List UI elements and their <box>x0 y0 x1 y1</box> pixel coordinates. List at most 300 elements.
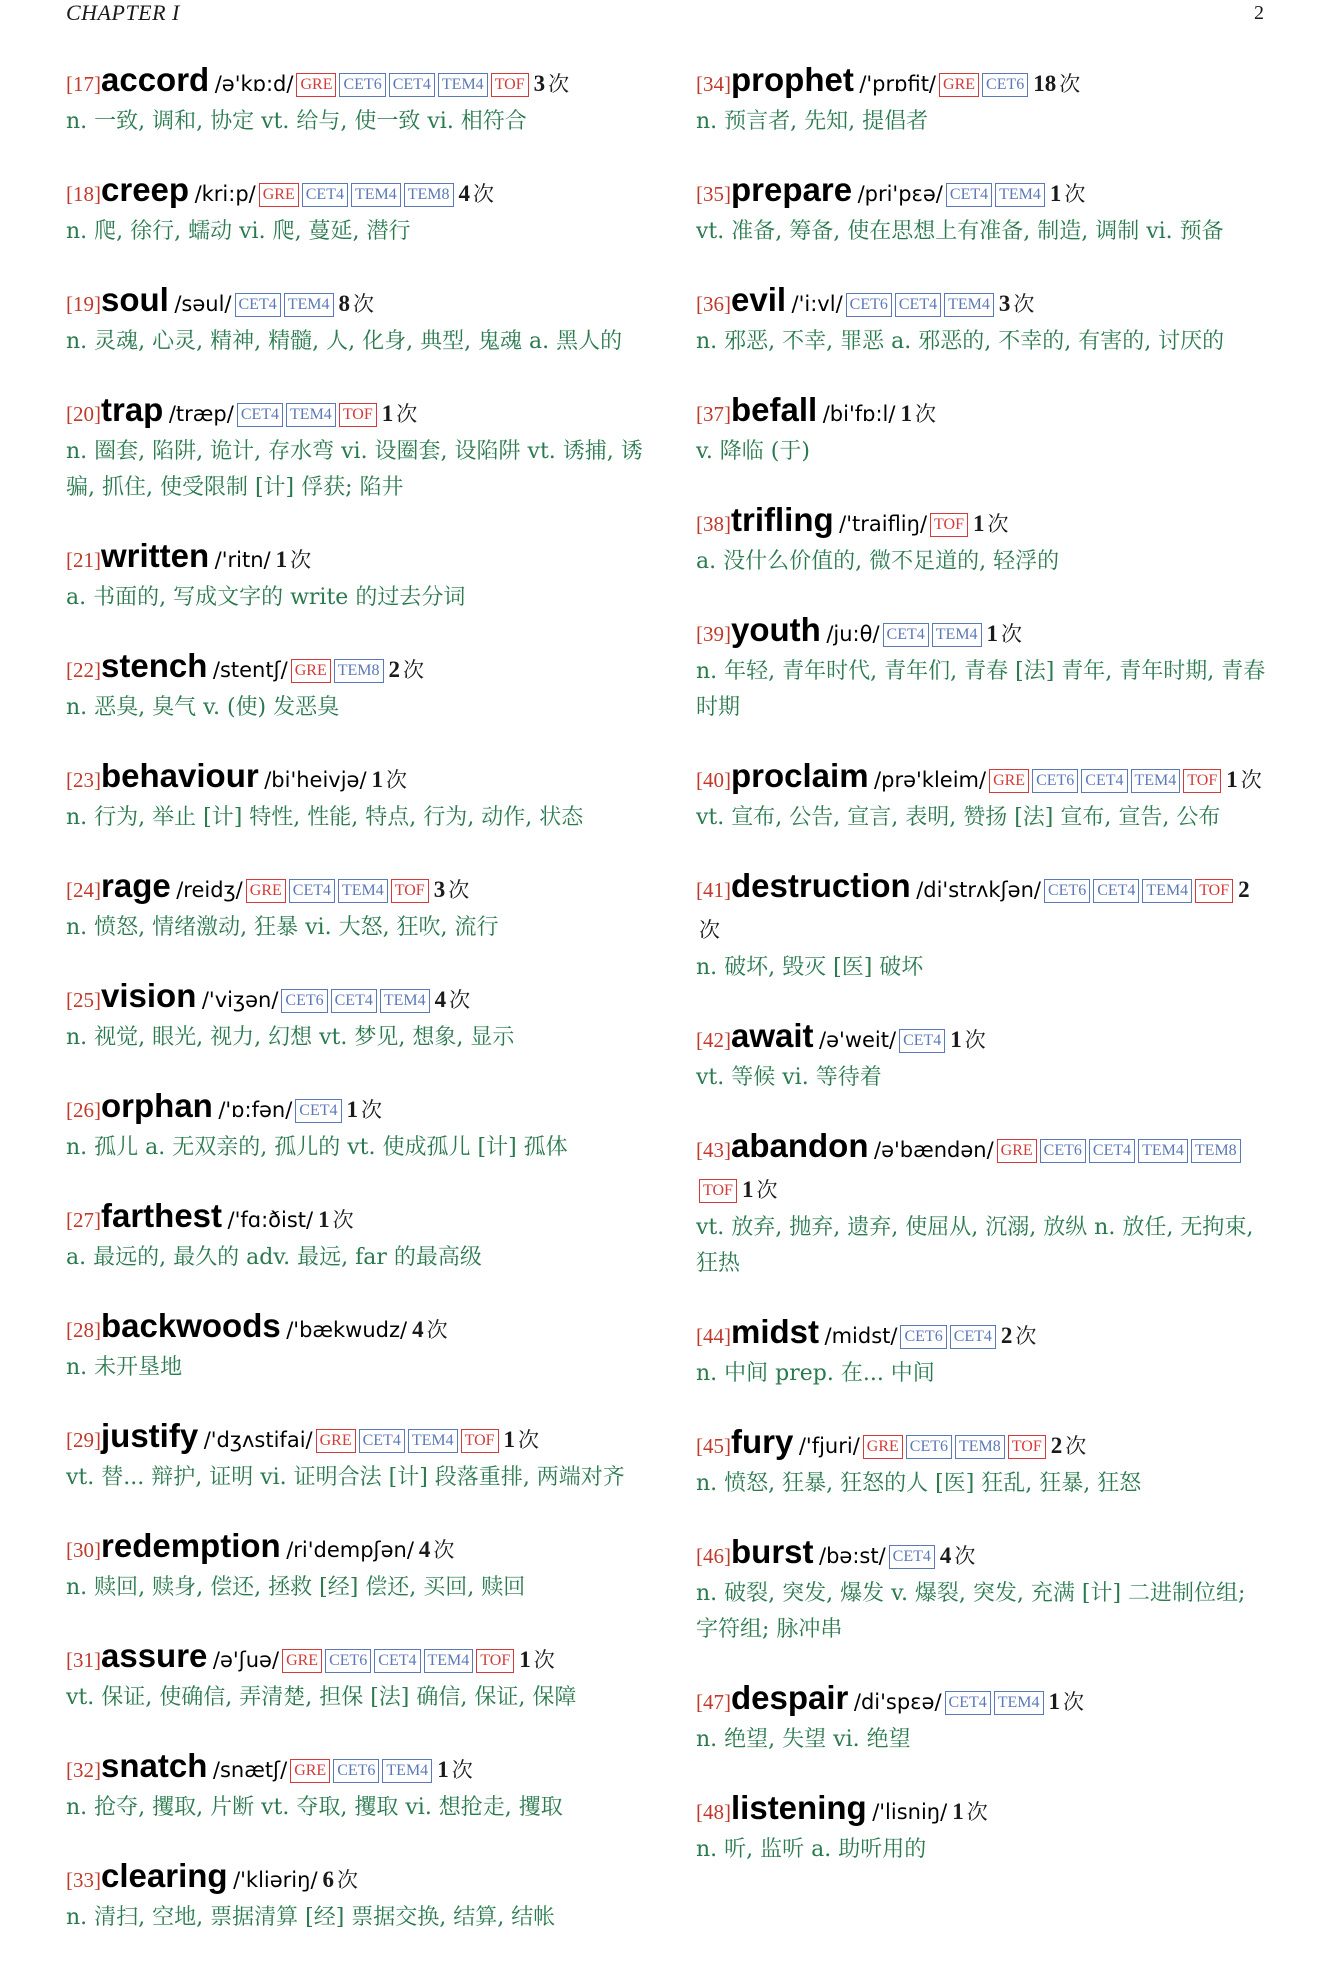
entry-number: [35] <box>696 182 731 206</box>
exam-tag: TEM4 <box>932 623 982 647</box>
definition: v. 降临 (于) <box>696 439 810 464</box>
vocab-entry <box>66 280 646 360</box>
frequency-unit: 次 <box>1064 182 1086 206</box>
exam-tag: GRE <box>997 1139 1037 1163</box>
definition: a. 书面的, 写成文字的 write 的过去分词 <box>66 585 466 610</box>
exam-tag: GRE <box>259 183 299 207</box>
frequency-count: 2 <box>388 657 400 682</box>
headword: justify <box>101 1417 199 1454</box>
exam-tag: CET6 <box>333 1759 379 1783</box>
exam-tag: TEM4 <box>338 879 388 903</box>
frequency-count: 18 <box>1033 71 1057 96</box>
exam-tag: TOF <box>1195 879 1233 903</box>
frequency-count: 4 <box>458 181 471 206</box>
phonetic: /reidʒ/ <box>176 878 243 902</box>
headword: farthest <box>101 1197 223 1234</box>
exam-tag: TEM4 <box>408 1429 458 1453</box>
phonetic: /'fɑ:ðist/ <box>227 1208 314 1232</box>
frequency-unit: 次 <box>451 1758 473 1782</box>
definition: vt. 等候 vi. 等待着 <box>696 1065 882 1090</box>
entry-number: [20] <box>66 402 101 426</box>
page-number: 2 <box>1254 2 1264 24</box>
vocab-entry <box>696 60 1272 140</box>
definition: n. 年轻, 青年时代, 青年们, 青春 [法] 青年, 青年时期, 青春时期 <box>696 659 1266 720</box>
headword: evil <box>731 281 787 318</box>
phonetic: /di'spɛə/ <box>853 1690 942 1714</box>
exam-tag: CET4 <box>1081 769 1127 793</box>
headword: creep <box>101 171 190 208</box>
entry-number: [36] <box>696 292 731 316</box>
headword: prepare <box>731 171 853 208</box>
frequency-unit: 次 <box>473 182 495 206</box>
phonetic: /'ritn/ <box>214 548 271 572</box>
frequency-count: 3 <box>433 877 446 902</box>
frequency-unit: 次 <box>518 1428 540 1452</box>
phonetic: /'ɒ:fən/ <box>218 1098 293 1122</box>
entry-number: [44] <box>696 1324 731 1348</box>
entry-headline <box>696 390 1272 434</box>
frequency-unit: 次 <box>954 1544 976 1568</box>
phonetic: /træp/ <box>168 402 234 426</box>
exam-tag: CET6 <box>982 73 1028 97</box>
definition: n. 灵魂, 心灵, 精神, 精髓, 人, 化身, 典型, 鬼魂 a. 黑人的 <box>66 329 623 354</box>
entry-headline <box>66 1636 646 1680</box>
frequency-count: 1 <box>318 1207 330 1232</box>
frequency-unit: 次 <box>1065 1434 1087 1458</box>
vocab-entry <box>66 756 646 836</box>
vocab-entry <box>66 1526 646 1606</box>
frequency-count: 1 <box>986 621 999 646</box>
frequency-count: 4 <box>418 1537 431 1562</box>
definition: vt. 保证, 使确信, 弄清楚, 担保 [法] 确信, 保证, 保障 <box>66 1685 577 1710</box>
frequency-unit: 次 <box>449 988 471 1012</box>
exam-tag: TOF <box>339 403 377 427</box>
phonetic: /'fjuri/ <box>798 1434 860 1458</box>
exam-tag: GRE <box>863 1435 903 1459</box>
right-column <box>696 60 1272 1898</box>
frequency-count: 1 <box>1226 767 1238 792</box>
headword: snatch <box>101 1747 208 1784</box>
frequency-count: 4 <box>939 1543 952 1568</box>
frequency-count: 2 <box>1000 1323 1013 1348</box>
definition: n. 爬, 徐行, 蠕动 vi. 爬, 蔓延, 潜行 <box>66 219 411 244</box>
entry-number: [31] <box>66 1648 101 1672</box>
entry-number: [29] <box>66 1428 101 1452</box>
exam-tag: TOF <box>699 1179 737 1203</box>
exam-tag: TEM8 <box>1191 1139 1241 1163</box>
headword: despair <box>731 1679 849 1716</box>
exam-tag: TOF <box>1008 1435 1046 1459</box>
definition: n. 绝望, 失望 vi. 绝望 <box>696 1727 911 1752</box>
frequency-count: 1 <box>519 1647 531 1672</box>
entry-number: [18] <box>66 182 101 206</box>
phonetic: /'dʒʌstifai/ <box>203 1428 313 1452</box>
exam-tag: TEM4 <box>944 293 994 317</box>
vocab-entry <box>696 1016 1272 1096</box>
frequency-count: 1 <box>972 511 985 536</box>
exam-tag: TOF <box>391 879 429 903</box>
exam-tag: CET4 <box>302 183 348 207</box>
frequency-count: 1 <box>503 1427 516 1452</box>
exam-tag: TEM4 <box>380 989 430 1013</box>
frequency-unit: 次 <box>1240 768 1262 792</box>
entry-number: [37] <box>696 402 731 426</box>
headword: accord <box>101 61 210 98</box>
headword: trifling <box>731 501 834 538</box>
frequency-count: 1 <box>437 1757 449 1782</box>
entry-headline <box>696 280 1272 324</box>
entry-number: [33] <box>66 1868 101 1892</box>
entry-headline <box>66 1086 646 1130</box>
exam-tag: CET4 <box>389 73 435 97</box>
headword: await <box>731 1017 814 1054</box>
exam-tag: TOF <box>461 1429 499 1453</box>
exam-tag: TEM4 <box>995 183 1045 207</box>
phonetic: /midst/ <box>824 1324 898 1348</box>
definition: n. 视觉, 眼光, 视力, 幻想 vt. 梦见, 想象, 显示 <box>66 1025 515 1050</box>
vocab-entry <box>696 1532 1272 1648</box>
headword: destruction <box>731 867 911 904</box>
entry-headline <box>66 1526 646 1570</box>
definition: n. 预言者, 先知, 提倡者 <box>696 109 929 134</box>
vocab-entry <box>66 60 646 140</box>
entry-number: [17] <box>66 72 101 96</box>
vocab-entry <box>696 280 1272 360</box>
frequency-unit: 次 <box>699 918 720 942</box>
frequency-unit: 次 <box>353 292 374 316</box>
phonetic: /bə:st/ <box>819 1544 886 1568</box>
exam-tag: TEM4 <box>424 1649 474 1673</box>
frequency-count: 1 <box>952 1799 964 1824</box>
headword: midst <box>731 1313 820 1350</box>
vocab-entry <box>66 646 646 726</box>
phonetic: /'lisniŋ/ <box>872 1800 948 1824</box>
frequency-count: 3 <box>998 291 1011 316</box>
frequency-count: 2 <box>1050 1433 1063 1458</box>
exam-tag: CET4 <box>374 1649 420 1673</box>
frequency-unit: 次 <box>403 658 424 682</box>
vocab-entry <box>66 1306 646 1386</box>
vocab-entry <box>66 976 646 1056</box>
entry-number: [24] <box>66 878 101 902</box>
phonetic: /kri:p/ <box>194 182 256 206</box>
phonetic: /səul/ <box>174 292 232 316</box>
exam-tag: TOF <box>476 1649 514 1673</box>
exam-tag: CET6 <box>1044 879 1090 903</box>
entry-number: [41] <box>696 878 731 902</box>
headword: fury <box>731 1423 794 1460</box>
vocab-entry <box>696 170 1272 250</box>
definition: vt. 准备, 筹备, 使在思想上有准备, 制造, 调制 vi. 预备 <box>696 219 1224 244</box>
vocab-entry <box>66 536 646 616</box>
vocab-entry <box>66 390 646 506</box>
definition: n. 孤儿 a. 无双亲的, 孤儿的 vt. 使成孤儿 [计] 孤体 <box>66 1135 568 1160</box>
definition: vt. 宣布, 公告, 宣言, 表明, 赞扬 [法] 宣布, 宣告, 公布 <box>696 805 1221 830</box>
vocab-entry <box>696 500 1272 580</box>
entry-headline <box>696 1016 1272 1060</box>
entry-number: [43] <box>696 1138 731 1162</box>
exam-tag: CET6 <box>1040 1139 1086 1163</box>
entry-number: [25] <box>66 988 101 1012</box>
headword: stench <box>101 647 208 684</box>
vocab-entry <box>696 756 1272 836</box>
entry-number: [39] <box>696 622 731 646</box>
entry-number: [21] <box>66 548 101 572</box>
exam-tag: CET4 <box>883 623 929 647</box>
phonetic: /bi'fɒ:l/ <box>822 402 896 426</box>
entry-headline <box>66 976 646 1020</box>
vocab-entry <box>696 1788 1272 1868</box>
entry-number: [46] <box>696 1544 731 1568</box>
exam-tag: CET6 <box>1032 769 1078 793</box>
entry-headline <box>66 280 646 324</box>
frequency-unit: 次 <box>987 512 1009 536</box>
frequency-count: 1 <box>741 1177 754 1202</box>
definition: a. 没什么价值的, 微不足道的, 轻浮的 <box>696 549 1060 574</box>
headword: rage <box>101 867 171 904</box>
exam-tag: CET4 <box>331 989 377 1013</box>
exam-tag: TEM4 <box>1131 769 1181 793</box>
definition: n. 赎回, 赎身, 偿还, 拯救 [经] 偿还, 买回, 赎回 <box>66 1575 526 1600</box>
frequency-count: 1 <box>381 401 394 426</box>
phonetic: /'kliəriŋ/ <box>233 1868 318 1892</box>
exam-tag: CET4 <box>945 1691 991 1715</box>
definition: n. 愤怒, 情绪激动, 狂暴 vi. 大怒, 狂吹, 流行 <box>66 915 499 940</box>
entry-headline <box>696 1312 1272 1356</box>
exam-tag: TEM8 <box>955 1435 1005 1459</box>
definition: n. 破坏, 毁灭 [医] 破坏 <box>696 955 924 980</box>
frequency-unit: 次 <box>1001 622 1023 646</box>
exam-tag: CET4 <box>289 879 335 903</box>
frequency-unit: 次 <box>966 1800 988 1824</box>
entry-headline <box>696 866 1272 950</box>
frequency-unit: 次 <box>386 768 408 792</box>
entry-headline <box>696 170 1272 214</box>
headword: befall <box>731 391 818 428</box>
phonetic: /ə'ʃuə/ <box>212 1648 280 1672</box>
definition: n. 行为, 举止 [计] 特性, 性能, 特点, 行为, 动作, 状态 <box>66 805 584 830</box>
exam-tag: TOF <box>1183 769 1221 793</box>
frequency-count: 3 <box>533 71 546 96</box>
exam-tag: CET4 <box>895 293 941 317</box>
headword: burst <box>731 1533 814 1570</box>
entry-headline <box>66 60 646 104</box>
vocab-entry <box>696 390 1272 470</box>
entry-number: [47] <box>696 1690 731 1714</box>
entry-headline <box>66 170 646 214</box>
exam-tag: TEM4 <box>438 73 488 97</box>
exam-tag: TEM4 <box>351 183 401 207</box>
entry-headline <box>696 610 1272 654</box>
headword: trap <box>101 391 164 428</box>
headword: prophet <box>731 61 854 98</box>
entry-number: [42] <box>696 1028 731 1052</box>
headword: abandon <box>731 1127 869 1164</box>
headword: youth <box>731 611 821 648</box>
exam-tag: CET6 <box>325 1649 371 1673</box>
exam-tag: GRE <box>291 659 331 683</box>
exam-tag: CET6 <box>906 1435 952 1459</box>
vocab-entry <box>696 610 1272 726</box>
entry-headline <box>66 536 646 580</box>
headword: orphan <box>101 1087 213 1124</box>
headword: proclaim <box>731 757 869 794</box>
frequency-unit: 次 <box>332 1208 354 1232</box>
vocab-entry <box>696 1126 1272 1282</box>
entry-number: [38] <box>696 512 731 536</box>
frequency-unit: 次 <box>448 878 470 902</box>
frequency-unit: 次 <box>1015 1324 1037 1348</box>
entry-headline <box>66 866 646 910</box>
exam-tag: GRE <box>282 1649 322 1673</box>
entry-number: [27] <box>66 1208 101 1232</box>
entry-number: [19] <box>66 292 101 316</box>
exam-tag: TEM4 <box>286 403 336 427</box>
definition: n. 圈套, 陷阱, 诡计, 存水弯 vi. 设圈套, 设陷阱 vt. 诱捕, 诱骗, 抓住, 使受限制 [计] 俘获; 陷井 <box>66 439 643 500</box>
entry-headline <box>66 756 646 800</box>
entry-headline <box>696 1126 1272 1210</box>
entry-headline <box>66 390 646 434</box>
phonetic: /'traifliŋ/ <box>839 512 928 536</box>
headword: clearing <box>101 1857 228 1894</box>
left-column <box>66 60 646 1966</box>
frequency-unit: 次 <box>1059 72 1081 96</box>
entry-headline <box>66 1196 646 1240</box>
exam-tag: CET4 <box>950 1325 996 1349</box>
definition: n. 破裂, 突发, 爆发 v. 爆裂, 突发, 充满 [计] 二进制位组; 字符组; 脉冲串 <box>696 1581 1246 1642</box>
entry-number: [30] <box>66 1538 101 1562</box>
exam-tag: CET4 <box>946 183 992 207</box>
chapter-title: CHAPTER I <box>66 0 180 25</box>
entry-number: [32] <box>66 1758 101 1782</box>
exam-tag: GRE <box>989 769 1029 793</box>
headword: vision <box>101 977 197 1014</box>
phonetic: /stentʃ/ <box>212 658 288 682</box>
definition: n. 愤怒, 狂暴, 狂怒的人 [医] 狂乱, 狂暴, 狂怒 <box>696 1471 1142 1496</box>
vocab-entry <box>66 1196 646 1276</box>
phonetic: /bi'heivjə/ <box>264 768 367 792</box>
exam-tag: CET4 <box>899 1029 945 1053</box>
exam-tag: CET4 <box>359 1429 405 1453</box>
frequency-count: 8 <box>338 291 350 316</box>
vocab-entry <box>696 866 1272 986</box>
frequency-unit: 次 <box>426 1318 448 1342</box>
definition: a. 最远的, 最久的 adv. 最远, far 的最高级 <box>66 1245 482 1270</box>
frequency-unit: 次 <box>533 1648 555 1672</box>
vocab-entry <box>66 1746 646 1826</box>
definition: n. 未开垦地 <box>66 1355 183 1380</box>
definition: n. 一致, 调和, 协定 vt. 给与, 使一致 vi. 相符合 <box>66 109 527 134</box>
headword: behaviour <box>101 757 259 794</box>
entry-headline <box>66 1306 646 1350</box>
vocab-entry <box>66 1086 646 1166</box>
frequency-count: 6 <box>322 1867 335 1892</box>
vocab-entry <box>66 170 646 250</box>
frequency-count: 4 <box>412 1317 424 1342</box>
frequency-unit: 次 <box>1063 1690 1085 1714</box>
exam-tag: CET4 <box>237 403 283 427</box>
entry-number: [26] <box>66 1098 101 1122</box>
vocab-entry <box>696 1678 1272 1758</box>
frequency-unit: 次 <box>290 548 312 572</box>
definition: vt. 放弃, 抛弃, 遗弃, 使屈从, 沉溺, 放纵 n. 放任, 无拘束, 狂热 <box>696 1215 1254 1276</box>
definition: n. 听, 监听 a. 助听用的 <box>696 1837 927 1862</box>
entry-headline <box>696 1788 1272 1832</box>
exam-tag: CET4 <box>1089 1139 1135 1163</box>
definition: n. 恶臭, 臭气 v. (使) 发恶臭 <box>66 695 340 720</box>
frequency-count: 1 <box>950 1027 962 1052</box>
exam-tag: TEM4 <box>284 293 334 317</box>
vocab-entry <box>66 1416 646 1496</box>
frequency-unit: 次 <box>396 402 418 426</box>
exam-tag: TEM8 <box>404 183 454 207</box>
entry-headline <box>66 1856 646 1900</box>
entry-headline <box>696 1422 1272 1466</box>
entry-number: [48] <box>696 1800 731 1824</box>
vocab-entry <box>66 1636 646 1716</box>
exam-tag: CET6 <box>900 1325 946 1349</box>
frequency-unit: 次 <box>361 1098 382 1122</box>
frequency-count: 1 <box>900 401 912 426</box>
phonetic: /pri'pɛə/ <box>857 182 943 206</box>
exam-tag: GRE <box>246 879 286 903</box>
phonetic: /ə'weit/ <box>819 1028 897 1052</box>
exam-tag: TOF <box>930 513 968 537</box>
exam-tag: CET6 <box>281 989 327 1013</box>
phonetic: /snætʃ/ <box>212 1758 288 1782</box>
definition: n. 清扫, 空地, 票据清算 [经] 票据交换, 结算, 结帐 <box>66 1905 556 1930</box>
entry-number: [23] <box>66 768 101 792</box>
entry-number: [28] <box>66 1318 101 1342</box>
frequency-unit: 次 <box>1013 292 1035 316</box>
frequency-unit: 次 <box>548 72 570 96</box>
exam-tag: TEM8 <box>334 659 384 683</box>
frequency-unit: 次 <box>914 402 936 426</box>
exam-tag: TEM4 <box>382 1759 432 1783</box>
frequency-count: 1 <box>346 1097 358 1122</box>
definition: n. 抢夺, 攫取, 片断 vt. 夺取, 攫取 vi. 想抢走, 攫取 <box>66 1795 563 1820</box>
entry-headline <box>66 646 646 690</box>
vocab-entry <box>696 1422 1272 1502</box>
entry-headline <box>66 1746 646 1790</box>
phonetic: /'viʒən/ <box>201 988 279 1012</box>
vocab-entry <box>696 1312 1272 1392</box>
entry-headline <box>696 60 1272 104</box>
definition: n. 邪恶, 不幸, 罪恶 a. 邪恶的, 不幸的, 有害的, 讨厌的 <box>696 329 1225 354</box>
headword: written <box>101 537 210 574</box>
entry-headline <box>66 1416 646 1460</box>
phonetic: /'prɒfit/ <box>859 72 937 96</box>
exam-tag: TOF <box>491 73 529 97</box>
phonetic: /di'strʌkʃən/ <box>916 878 1041 902</box>
entry-headline <box>696 756 1272 800</box>
exam-tag: CET4 <box>1093 879 1139 903</box>
entry-number: [22] <box>66 658 101 682</box>
exam-tag: GRE <box>939 73 979 97</box>
phonetic: /'i:vl/ <box>791 292 843 316</box>
headword: redemption <box>101 1527 281 1564</box>
frequency-unit: 次 <box>964 1028 986 1052</box>
definition: vt. 替... 辩护, 证明 vi. 证明合法 [计] 段落重排, 两端对齐 <box>66 1465 625 1490</box>
headword: assure <box>101 1637 208 1674</box>
exam-tag: TEM4 <box>1142 879 1192 903</box>
exam-tag: CET6 <box>339 73 385 97</box>
entry-number: [45] <box>696 1434 731 1458</box>
entry-number: [34] <box>696 72 731 96</box>
frequency-count: 1 <box>371 767 384 792</box>
exam-tag: CET4 <box>235 293 281 317</box>
exam-tag: CET4 <box>889 1545 935 1569</box>
